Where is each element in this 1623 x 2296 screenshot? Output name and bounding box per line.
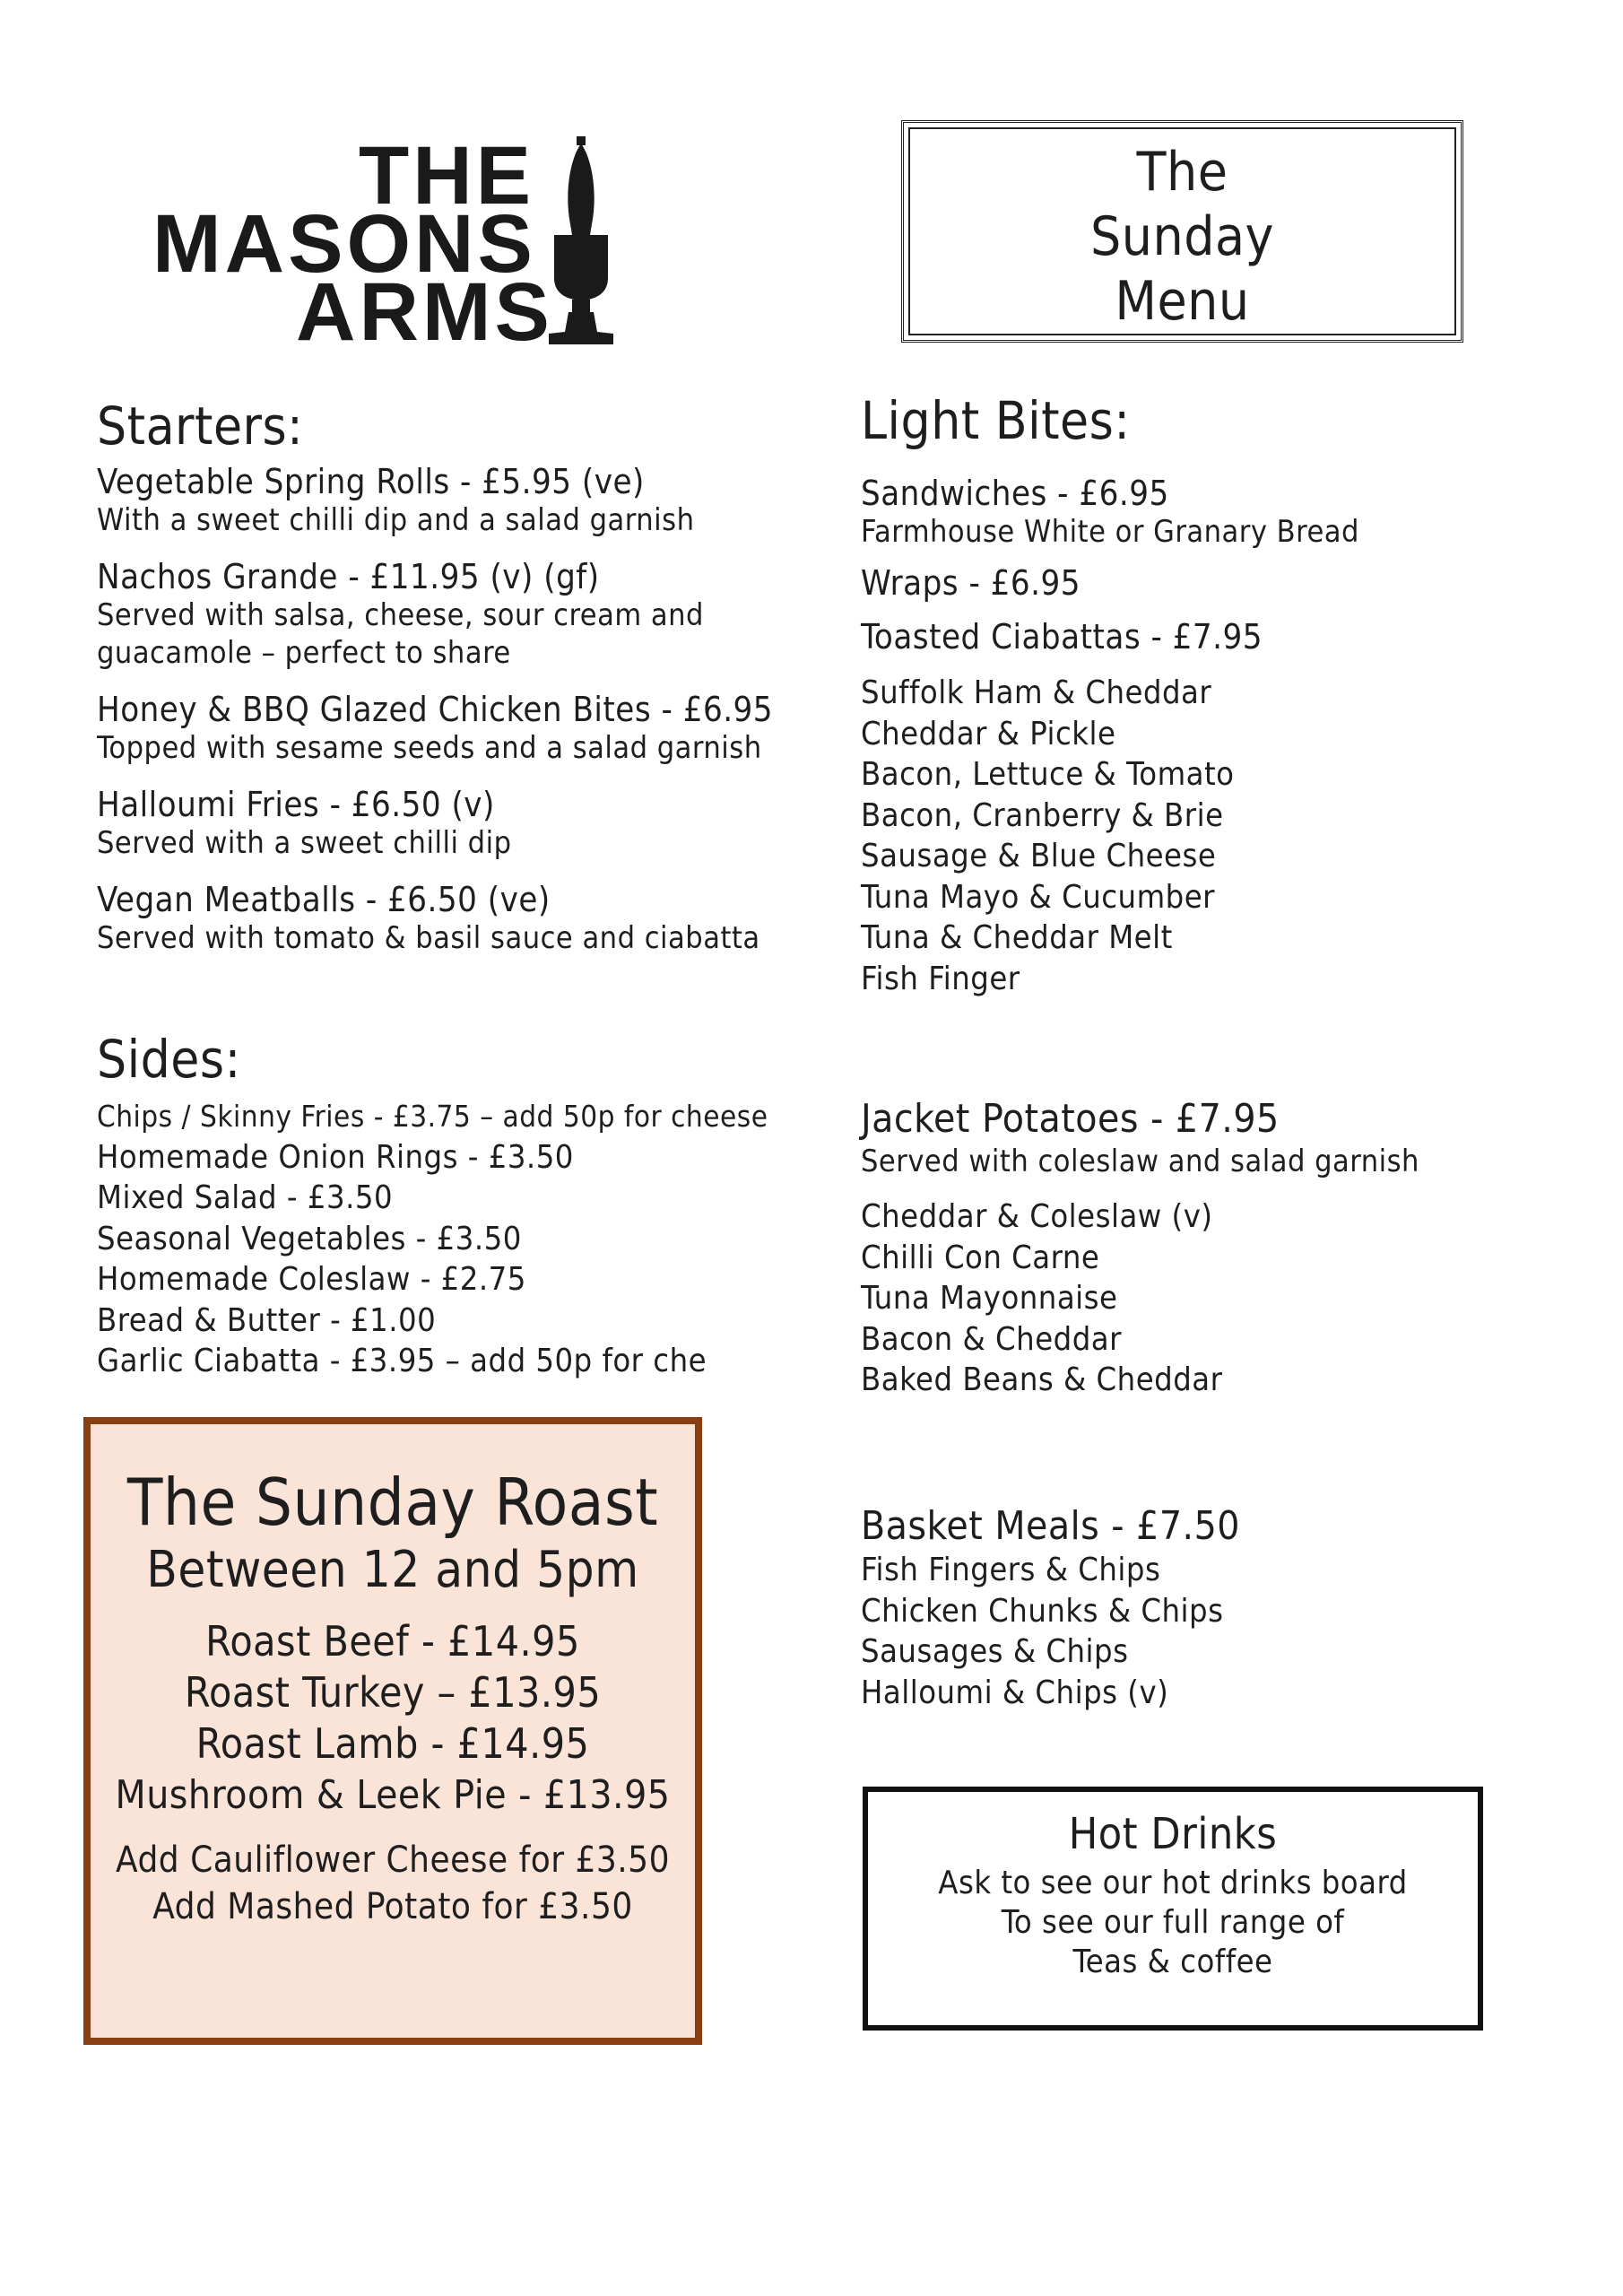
filling-item: Sausage & Blue Cheese: [861, 838, 1217, 874]
light-bites-list: [861, 474, 1506, 999]
side-item: Seasonal Vegetables - £3.50: [97, 1220, 522, 1257]
filling-item: Tuna & Cheddar Melt: [861, 919, 1173, 956]
sides-heading: Sides:: [97, 1029, 241, 1090]
hot-drinks-title: Hot Drinks: [1068, 1809, 1278, 1859]
jacket-item: Chilli Con Carne: [861, 1239, 1100, 1276]
basket-item: Sausages & Chips: [861, 1633, 1129, 1670]
starter-title: Halloumi Fries - £6.50 (v): [97, 785, 495, 824]
filling-item: Bacon, Lettuce & Tomato: [861, 756, 1235, 793]
light-bites-heading: Light Bites:: [861, 390, 1131, 451]
starter-title: Vegetable Spring Rolls - £5.95 (ve): [97, 462, 645, 501]
basket-item: Halloumi & Chips (v): [861, 1674, 1169, 1711]
roast-extra: Add Cauliflower Cheese for £3.50: [116, 1839, 670, 1881]
title-line-1: The: [1136, 141, 1228, 204]
starter-desc: Served with tomato & basil sauce and ciabatta: [97, 920, 760, 956]
filling-item: Cheddar & Pickle: [861, 715, 1116, 752]
side-item: Garlic Ciabatta - £3.95 – add 50p for che: [97, 1343, 707, 1379]
pub-logo: [152, 130, 628, 358]
side-item: Homemade Onion Rings - £3.50: [97, 1138, 574, 1176]
basket-meals-section: [861, 1503, 1506, 1713]
jacket-item: Bacon & Cheddar: [861, 1320, 1122, 1358]
starter-title: Honey & BBQ Glazed Chicken Bites - £6.95: [97, 690, 774, 729]
starter-desc: Topped with sesame seeds and a salad garnish: [97, 730, 762, 766]
wraps-title: Wraps - £6.95: [861, 563, 1081, 603]
starters-list: [97, 462, 796, 957]
side-item: Mixed Salad - £3.50: [97, 1179, 394, 1216]
filling-item: Tuna Mayo & Cucumber: [861, 878, 1215, 916]
hot-drinks-line: Teas & coffee: [1072, 1944, 1273, 1980]
starter-title: Vegan Meatballs - £6.50 (ve): [97, 880, 551, 919]
starter-desc: guacamole – perfect to share: [97, 635, 511, 671]
filling-item: Fish Finger: [861, 960, 1020, 997]
jacket-item: Baked Beans & Cheddar: [861, 1361, 1223, 1398]
sunday-menu-title-box: [901, 120, 1463, 343]
starters-heading: Starters:: [97, 396, 304, 457]
roast-item: Roast Turkey – £13.95: [184, 1668, 602, 1717]
logo-line-masons: MASONS: [152, 198, 536, 290]
jacket-desc: Served with coleslaw and salad garnish: [861, 1144, 1419, 1179]
jacket-potatoes-section: [861, 1096, 1506, 1401]
starter-item: [97, 557, 796, 672]
starter-desc: Served with salsa, cheese, sour cream and: [97, 597, 704, 633]
roast-item: Mushroom & Leek Pie - £13.95: [115, 1772, 671, 1818]
basket-item: Fish Fingers & Chips: [861, 1552, 1161, 1588]
sandwiches-desc: Farmhouse White or Granary Bread: [861, 514, 1359, 550]
sunday-roast-box: [83, 1417, 702, 2045]
hot-drinks-box: [863, 1787, 1483, 2031]
title-line-2: Sunday: [1089, 205, 1274, 268]
jacket-item: Cheddar & Coleslaw (v): [861, 1198, 1213, 1235]
logo-line-arms: ARMS: [296, 266, 553, 358]
hot-drinks-line: Ask to see our hot drinks board: [938, 1865, 1408, 1901]
starter-item: [97, 462, 796, 539]
beer-pump-icon: [547, 135, 619, 346]
roast-item: Roast Beef - £14.95: [205, 1617, 580, 1665]
filling-item: Bacon, Cranberry & Brie: [861, 796, 1224, 834]
fillings-list: [861, 673, 1506, 999]
roast-hours: Between 12 and 5pm: [146, 1541, 639, 1599]
starter-desc: With a sweet chilli dip and a salad garnish: [97, 502, 695, 538]
roast-title: The Sunday Roast: [126, 1465, 659, 1540]
side-item: Chips / Skinny Fries - £3.75 – add 50p for cheese: [97, 1099, 768, 1134]
filling-item: Suffolk Ham & Cheddar: [861, 674, 1212, 711]
roast-extra: Add Mashed Potato for £3.50: [152, 1886, 633, 1927]
jacket-item: Tuna Mayonnaise: [861, 1280, 1118, 1317]
starter-item: [97, 880, 796, 957]
side-item: Bread & Butter - £1.00: [97, 1301, 437, 1339]
sides-list: [97, 1096, 796, 1382]
starter-item: [97, 785, 796, 862]
jacket-title: Jacket Potatoes - £7.95: [861, 1096, 1280, 1142]
jacket-list: [861, 1196, 1506, 1401]
basket-title: Basket Meals - £7.50: [861, 1503, 1240, 1549]
starter-title: Nachos Grande - £11.95 (v) (gf): [97, 557, 600, 596]
starter-item: [97, 690, 796, 767]
ciabattas-title: Toasted Ciabattas - £7.95: [861, 617, 1263, 657]
hot-drinks-line: To see our full range of: [1001, 1904, 1345, 1941]
side-item: Homemade Coleslaw - £2.75: [97, 1261, 526, 1298]
roast-item: Roast Lamb - £14.95: [195, 1719, 590, 1768]
title-line-3: Menu: [1115, 270, 1250, 333]
sandwiches-title: Sandwiches - £6.95: [861, 474, 1169, 513]
basket-item: Chicken Chunks & Chips: [861, 1592, 1224, 1630]
starter-desc: Served with a sweet chilli dip: [97, 825, 512, 861]
logo-line-the: THE: [359, 130, 534, 222]
